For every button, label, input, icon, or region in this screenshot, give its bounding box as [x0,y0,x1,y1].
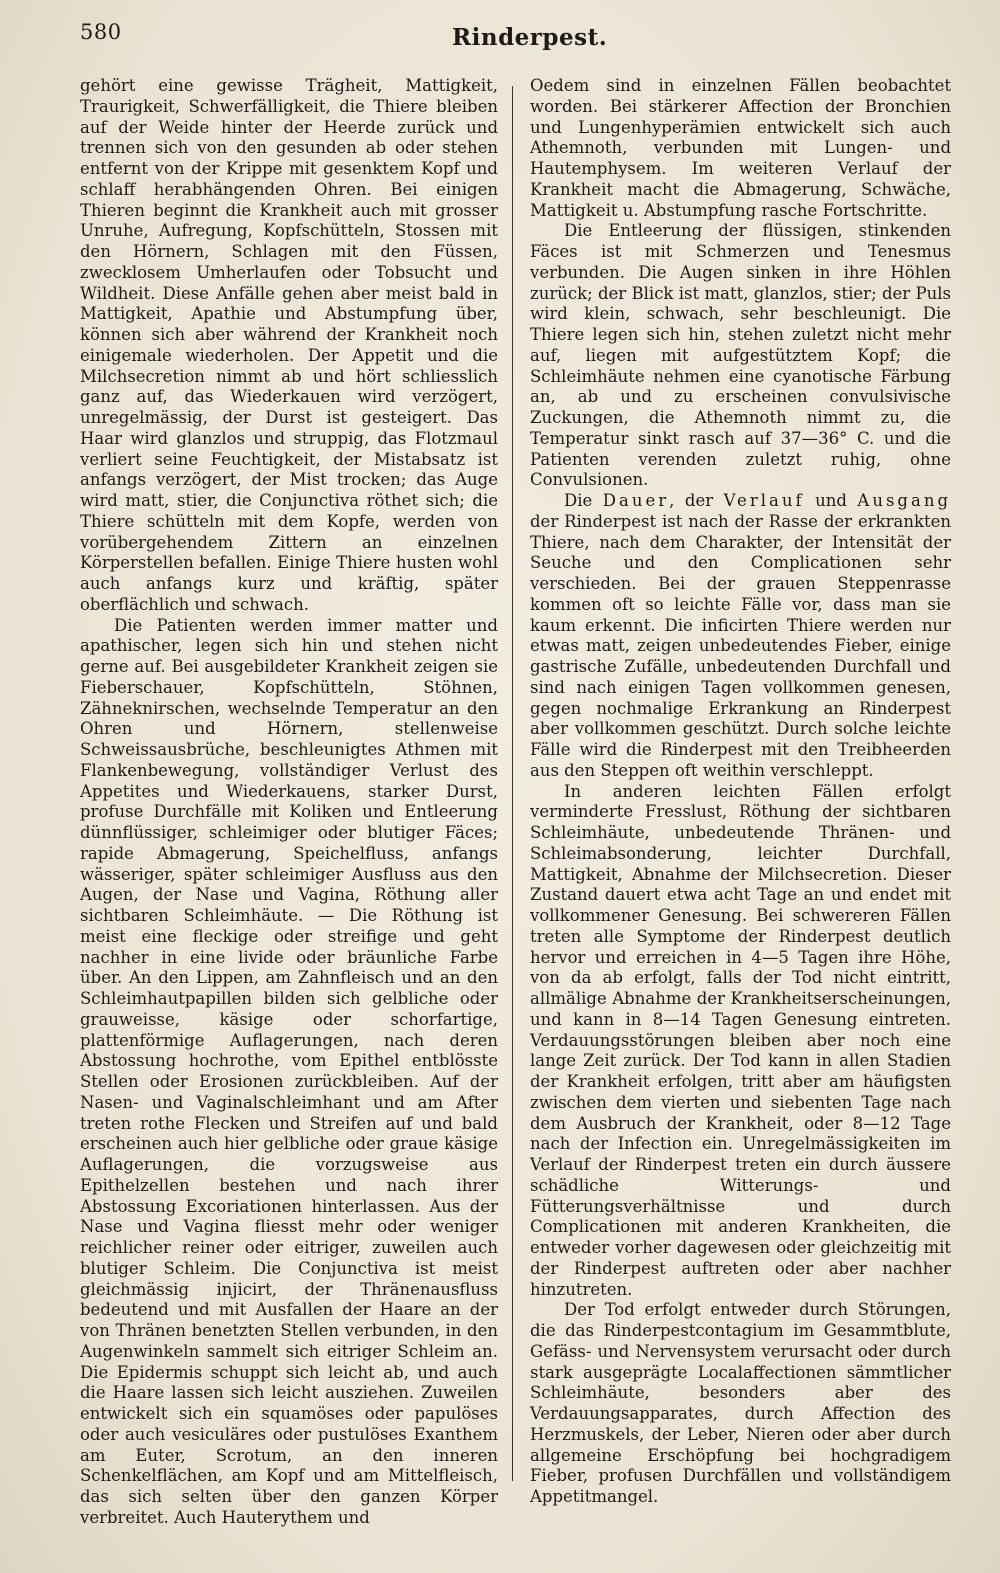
paragraph [530,491,951,782]
paragraph: Die Patienten werden immer matter und apathischer, legen sich hin und stehen nicht gerne auf. Bei ausgebildeter Krankheit zeigen sie Fieberschauer, Kopfschütteln, Stöhnen, Zähneknirschen, wechselnde Temperatur an den Ohren und Hörnern, stellenweise Schweissausbrüche, beschleunigtes Athmen mit Flankenbewegung, vollständiger Verlust des Appetites und Wiederkauens, starker Durst, profuse Durchfälle mit Koliken und Entleerung dünnflüssiger, schleimiger oder blutiger Fäces; rapide Abmagerung, Speichelfluss, anfangs wässeriger, später schleimiger Ausfluss aus den Augen, der Nase und Vagina, Röthung aller sichtbaren Schleimhäute. — Die Röthung ist meist eine fleckige oder streifige und geht nachher in eine livide oder bräunliche Farbe über. An den Lippen, am Zahnfleisch und an den Schleimhautpapillen bilden sich gelbliche oder grauweisse, käsige oder schorfartige, plattenförmige Auflagerungen, nach deren Abstossung hochrothe, vom Epithel entblösste Stellen oder Erosionen zurückbleiben. Auf der Nasen- und Vaginalschleimhant und am After treten rothe Flecken und Streifen auf und bald erscheinen auch hier gelbliche oder graue käsige Auflagerungen, die vorzugsweise aus Epithelzellen bestehen und nach ihrer Abstossung Excoriationen hinterlassen. Aus der Nase und Vagina fliesst mehr oder weniger reichlicher reiner oder eitriger, zuweilen auch blutiger Schleim. Die Conjunctiva ist meist gleichmässig injicirt, der Thränenausfluss bedeutend und mit Ausfallen der Haare an der von Thränen benetzten Stellen verbunden, in den Augenwinkeln sammelt sich eitriger Schleim an. Die Epidermis schuppt sich leicht ab, und auch die Haare lassen sich leicht ausziehen. Zuweilen entwickelt sich ein squamöses oder papulöses oder auch vesiculäres oder pustulöses Exanthem am Euter, Scrotum, an den inneren Schenkelflächen, am Kopf und am Mittelfleisch, das sich selten über den ganzen Körper verbreitet. Auch Hauterythem und [80,615,498,1527]
emphasized-term: Verlauf [723,491,805,510]
punctuation: , [669,491,675,510]
article-text: Die [564,491,593,510]
paragraph: Der Tod erfolgt entweder durch Störungen, die das Rinderpestcontagium im Gesammtblute, Gefäss- und Nervensystem verursacht oder durch stark ausgeprägte Localaffectionen sämmtlicher Schleimhäute, besonders aber des Verdauungsapparates, durch Affection des Herzmuskels, der Leber, Nieren oder aber durch allgemeine Erschöpfung bei hochgradigem Fieber, profusen Durchfällen und vollständigem Appetitmangel. [530,1300,951,1506]
column-divider [512,86,513,1481]
left-column [80,76,498,1529]
paragraph: Die Entleerung der flüssigen, stinkenden Fäces ist mit Schmerzen und Tenesmus verbunden. Die Augen sinken in ihre Höhlen zurück; der Blick ist matt, glanzlos, stier; der Puls wird klein, schwach, sehr beschleunigt. Die Thiere legen sich hin, stehen zuletzt nicht mehr auf, liegen mit aufgestütztem Kopf; die Schleimhäute nehmen eine cyanotische Färbung an, ab und zu erscheinen convulsivische Zuckungen, die Athemnoth nimmt zu, die Temperatur sinkt rasch auf 37—36° C. und die Patienten verenden zuletzt ruhig, ohne Convulsionen. [530,221,951,490]
emphasized-term: Dauer [602,491,670,510]
paragraph: Oedem sind in einzelnen Fällen beobachtet worden. Bei stärkerer Affection der Bronchien und Lungenhyperämien entwickelt sich auch Athemnoth, verbunden mit Lungen- und Hautemphysem. Im weiteren Verlauf der Krankheit macht die Abmagerung, Schwäche, Mattigkeit u. Abstumpfung rasche Fortschritte. [530,76,951,220]
paragraph: In anderen leichten Fällen erfolgt verminderte Fresslust, Röthung der sichtbaren Schleimhäute, unbedeutende Thränen- und Schleimabsonderung, leichter Durchfall, Mattigkeit, Abnahme der Milchsecretion. Dieser Zustand dauert etwa acht Tage an und endet mit vollkommener Genesung. Bei schwereren Fällen treten alle Symptome der Rinderpest deutlich hervor und erreichen in 4—5 Tagen ihre Höhe, von da ab erfolgt, falls der Tod nicht eintritt, allmälige Abnahme der Krankheitserscheinungen, und kann in 8—14 Tagen Genesung eintreten. Verdauungsstörungen bleiben aber noch eine lange Zeit zurück. Der Tod kann in allen Stadien der Krankheit erfolgen, tritt aber am häufigsten zwischen dem vierten und siebenten Tage nach dem Ausbruch der Krankheit, oder 8—12 Tage nach der Infection ein. Unregelmässigkeiten im Verlauf der Rinderpest treten ein durch äussere schädliche Witterungs- und Fütterungsverhältnisse und durch Complicationen mit anderen Krankheiten, die entweder vorher dagewesen oder gleichzeitig mit der Rinderpest auftreten oder aber nachher hinzutreten. [530,781,951,1299]
page-number: 580 [80,20,122,44]
paragraph: gehört eine gewisse Trägheit, Mattigkeit, Traurigkeit, Schwerfälligkeit, die Thiere bleiben auf der Weide hinter der Heerde zurück und trennen sich von den gesunden ab oder stehen entfernt von der Krippe mit gesenktem Kopf und schlaff herabhängenden Ohren. Bei einigen Thieren beginnt die Krankheit auch mit grosser Unruhe, Aufregung, Kopfschütteln, Stossen mit den Hörnern, Schlagen mit den Füssen, zwecklosem Umherlaufen oder Tobsucht und Wildheit. Diese Anfälle gehen aber meist bald in Mattigkeit, Apathie und Abstumpfung über, können sich aber während der Krankheit noch einigemale wiederholen. Der Appetit und die Milchsecretion nimmt ab und hört schliesslich ganz auf, das Wiederkauen wird verzögert, unregelmässig, der Durst ist gesteigert. Das Haar wird glanzlos und struppig, das Flotzmaul verliert seine Feuchtigkeit, der Mistabsatz ist anfangs verzögert, der Mist trocken; das Auge wird matt, stier, die Conjunctiva röthet sich; die Thiere schütteln mit dem Kopfe, werden von vorübergehendem Zittern an einzelnen Körperstellen befallen. Einige Thiere husten wohl auch anfangs kurz und kräftig, später oberflächlich und schwach. [80,76,498,614]
paragraph-text: der Rinderpest ist nach der Rasse der erkrankten Thiere, nach dem Charakter, der Intensität der Seuche und den Complicationen sehr verschieden. Bei der grauen Steppenrasse kommen oft so leichte Fälle vor, dass man sie kaum erkennt. Die inficirten Thiere werden nur etwas matt, zeigen unbedeutendes Fieber, einige gastrische Zufälle, unbedeutenden Durchfall und sind nach einigen Tagen vollkommen genesen, gegen nochmalige Erkrankung an Rinderpest aber vollkommen geschützt. Durch solche leichte Fälle wird die Rinderpest mit den Treibheerden aus den Steppen oft weithin verschleppt. [530,511,951,780]
article-text: der [684,491,714,510]
conjunction-text: und [815,491,847,510]
running-head: Rinderpest. [452,24,608,51]
emphasized-term: Ausgang [857,491,952,510]
right-column [530,76,951,1508]
